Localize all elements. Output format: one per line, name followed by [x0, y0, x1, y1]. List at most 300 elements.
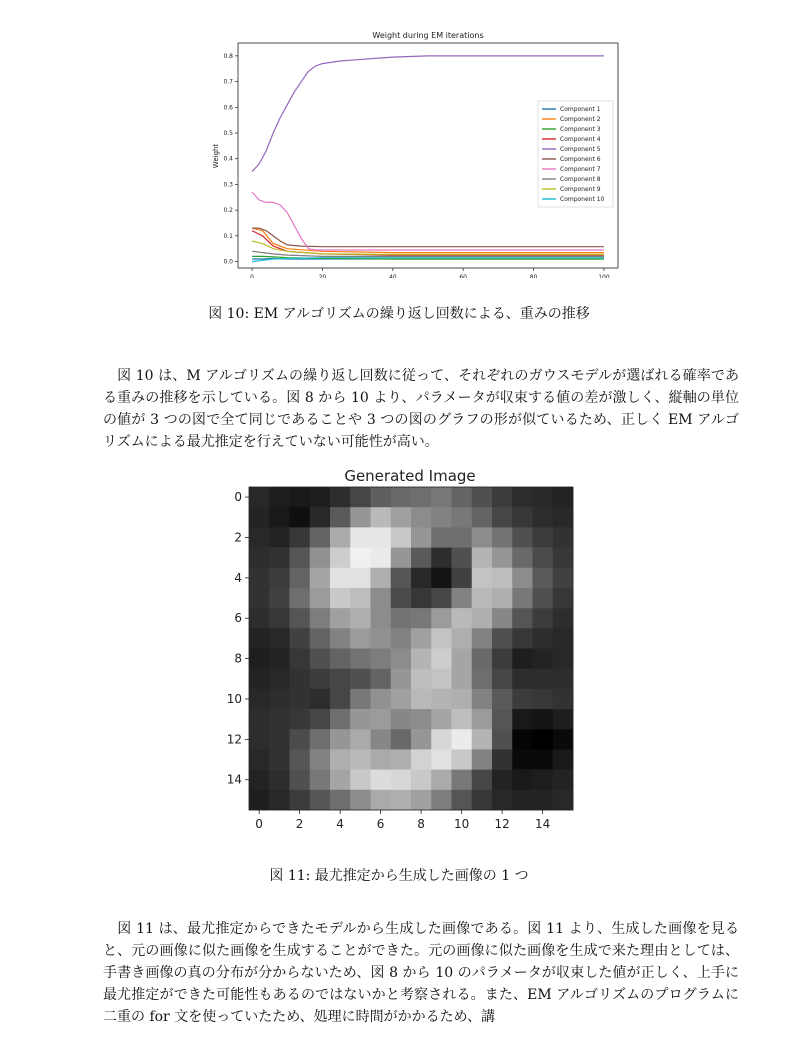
- heatmap-cell: [269, 487, 290, 507]
- heatmap-cell: [269, 709, 290, 729]
- heatmap-cell: [512, 669, 533, 689]
- heatmap-cell: [249, 507, 270, 527]
- heatmap-cell: [371, 790, 392, 810]
- figure-11: [222, 462, 582, 842]
- figure-10: [208, 28, 628, 278]
- heatmap-cell: [310, 649, 331, 669]
- heatmap-cell: [249, 628, 270, 648]
- y-tick-label: 14: [226, 772, 242, 787]
- heatmap-cell: [512, 588, 533, 608]
- heatmap-cell: [391, 669, 412, 689]
- heatmap-cell: [452, 507, 473, 527]
- series-line: [252, 228, 604, 253]
- heatmap-cell: [472, 729, 493, 749]
- heatmap-cell: [371, 709, 392, 729]
- heatmap-cell: [533, 487, 554, 507]
- heatmap-cell: [290, 669, 311, 689]
- heatmap-cell: [492, 749, 513, 769]
- heatmap-cell: [310, 487, 331, 507]
- heatmap-cell: [553, 689, 574, 709]
- legend-label: Component 2: [560, 116, 601, 123]
- heatmap-cell: [452, 649, 473, 669]
- heatmap-cell: [431, 507, 452, 527]
- heatmap-cell: [472, 588, 493, 608]
- heatmap-cell: [411, 507, 432, 527]
- heatmap-cell: [310, 527, 331, 547]
- heatmap-cell: [249, 709, 270, 729]
- legend-label: Component 7: [560, 166, 601, 173]
- heatmap-cell: [492, 649, 513, 669]
- heatmap-cell: [310, 588, 331, 608]
- heatmap-cell: [391, 527, 412, 547]
- heatmap-cell: [391, 729, 412, 749]
- heatmap-cell: [553, 628, 574, 648]
- heatmap-cell: [553, 507, 574, 527]
- heatmap-cell: [533, 709, 554, 729]
- heatmap-cell: [533, 588, 554, 608]
- heatmap-cell: [350, 588, 371, 608]
- heatmap-cell: [310, 729, 331, 749]
- heatmap-cell: [249, 729, 270, 749]
- x-tick-label: 14: [534, 817, 551, 831]
- heatmap-cell: [249, 568, 270, 588]
- y-tick-label: 4: [234, 570, 242, 585]
- heatmap-cell: [330, 709, 351, 729]
- heatmap-cell: [269, 568, 290, 588]
- heatmap-cell: [269, 749, 290, 769]
- heatmap-cell: [371, 628, 392, 648]
- heatmap-cell: [553, 588, 574, 608]
- heatmap-cell: [249, 548, 270, 568]
- heatmap-cell: [249, 749, 270, 769]
- heatmap-cell: [492, 588, 513, 608]
- heatmap-cell: [492, 608, 513, 628]
- heatmap-cell: [512, 790, 533, 810]
- heatmap-cell: [350, 770, 371, 790]
- y-tick-label: 2: [234, 530, 242, 545]
- heatmap-cell: [310, 770, 331, 790]
- x-tick-label: 60: [459, 274, 468, 278]
- heatmap-cell: [431, 689, 452, 709]
- heatmap-cell: [391, 649, 412, 669]
- heatmap-cell: [290, 749, 311, 769]
- heatmap-cell: [472, 790, 493, 810]
- heatmap-cell: [452, 790, 473, 810]
- heatmap-cell: [431, 749, 452, 769]
- legend: [538, 101, 613, 207]
- heatmap-cell: [553, 770, 574, 790]
- y-tick-label: 0.6: [223, 104, 233, 112]
- heatmap-cell: [391, 588, 412, 608]
- heatmap-cell: [512, 487, 533, 507]
- heatmap-cell: [472, 649, 493, 669]
- heatmap-cell: [391, 689, 412, 709]
- heatmap-cell: [553, 568, 574, 588]
- heatmap-cells: [249, 487, 573, 810]
- heatmap-cell: [269, 669, 290, 689]
- heatmap-cell: [452, 729, 473, 749]
- heatmap-cell: [290, 770, 311, 790]
- heatmap-cell: [533, 790, 554, 810]
- heatmap-cell: [512, 709, 533, 729]
- heatmap-cell: [472, 487, 493, 507]
- heatmap-cell: [330, 608, 351, 628]
- heatmap-cell: [371, 729, 392, 749]
- heatmap-cell: [310, 608, 331, 628]
- heatmap-cell: [452, 527, 473, 547]
- heatmap-cell: [452, 568, 473, 588]
- heatmap-cell: [411, 628, 432, 648]
- heatmap-cell: [472, 548, 493, 568]
- heatmap-cell: [452, 548, 473, 568]
- heatmap-cell: [411, 689, 432, 709]
- heatmap-cell: [310, 689, 331, 709]
- heatmap-cell: [350, 729, 371, 749]
- heatmap-cell: [472, 568, 493, 588]
- heatmap-cell: [492, 527, 513, 547]
- legend-label: Component 3: [560, 126, 601, 133]
- heatmap-cell: [310, 507, 331, 527]
- y-tick-label: 8: [234, 651, 242, 666]
- heatmap-cell: [452, 588, 473, 608]
- heatmap-cell: [249, 487, 270, 507]
- series-line: [252, 258, 604, 262]
- heatmap-cell: [310, 568, 331, 588]
- y-tick-label: 0.0: [223, 258, 233, 266]
- y-tick-label: 0.4: [223, 155, 233, 163]
- heatmap-cell: [431, 729, 452, 749]
- heatmap-cell: [330, 548, 351, 568]
- heatmap-cell: [411, 669, 432, 689]
- heatmap-cell: [472, 770, 493, 790]
- heatmap-cell: [411, 568, 432, 588]
- heatmap-cell: [290, 628, 311, 648]
- heatmap-cell: [330, 649, 351, 669]
- x-tick-label: 40: [388, 274, 397, 278]
- heatmap-cell: [512, 749, 533, 769]
- heatmap-cell: [553, 729, 574, 749]
- heatmap-cell: [269, 527, 290, 547]
- heatmap-cell: [553, 487, 574, 507]
- heatmap-cell: [512, 649, 533, 669]
- legend-label: Component 4: [560, 136, 601, 143]
- heatmap-cell: [269, 649, 290, 669]
- heatmap-cell: [350, 649, 371, 669]
- heatmap-cell: [411, 527, 432, 547]
- heatmap-cell: [492, 790, 513, 810]
- heatmap-cell: [371, 669, 392, 689]
- heatmap-cell: [411, 588, 432, 608]
- y-tick-label: 0.7: [223, 78, 233, 86]
- heatmap-cell: [290, 649, 311, 669]
- heatmap-cell: [512, 729, 533, 749]
- heatmap-cell: [411, 770, 432, 790]
- heatmap-cell: [290, 527, 311, 547]
- heatmap-cell: [350, 608, 371, 628]
- heatmap-cell: [472, 749, 493, 769]
- heatmap-cell: [431, 548, 452, 568]
- heatmap-cell: [452, 749, 473, 769]
- heatmap-cell: [350, 749, 371, 769]
- heatmap-cell: [533, 628, 554, 648]
- heatmap-cell: [371, 487, 392, 507]
- x-tick-label: 4: [336, 817, 344, 831]
- x-tick-label: 0: [255, 817, 263, 831]
- heatmap-cell: [249, 608, 270, 628]
- heatmap-cell: [290, 790, 311, 810]
- heatmap-cell: [452, 628, 473, 648]
- heatmap-cell: [249, 689, 270, 709]
- heatmap-cell: [452, 689, 473, 709]
- heatmap-cell: [411, 487, 432, 507]
- heatmap-cell: [350, 709, 371, 729]
- heatmap-cell: [512, 548, 533, 568]
- heatmap-cell: [269, 507, 290, 527]
- paragraph-text: 図 11 は、最尤推定からできたモデルから生成した画像である。図 11 より、生成した画像を見ると、元の画像に似た画像を生成することができた。元の画像に似た画像を生成で来た理由としては、手書き画像の真の分布が分からないため、図 8 から 10 のパラメータが収束した値が正しく、上手に最尤推定ができた可能性もあるのではないかと考察される。また、EM アルゴリズムのプログラムに二重の for 文を使っていたため、処理に時間がかかるため、講: [103, 921, 739, 1025]
- heatmap-cell: [452, 487, 473, 507]
- heatmap-cell: [472, 527, 493, 547]
- heatmap-cell: [290, 729, 311, 749]
- x-tick-label: 6: [376, 817, 385, 831]
- heatmap-cell: [330, 770, 351, 790]
- heatmap-cell: [431, 527, 452, 547]
- heatmap-cell: [533, 507, 554, 527]
- heatmap-cell: [472, 507, 493, 527]
- heatmap-cell: [350, 507, 371, 527]
- heatmap-cell: [350, 790, 371, 810]
- heatmap-cell: [472, 628, 493, 648]
- heatmap-cell: [269, 628, 290, 648]
- y-tick-label: 0.2: [223, 207, 233, 215]
- heatmap-cell: [492, 487, 513, 507]
- heatmap-cell: [512, 689, 533, 709]
- y-tick-label: 0.1: [223, 232, 233, 240]
- heatmap-cell: [330, 527, 351, 547]
- heatmap-cell: [310, 790, 331, 810]
- paragraph-2: [103, 918, 739, 1028]
- heatmap-cell: [411, 790, 432, 810]
- heatmap-cell: [391, 487, 412, 507]
- heatmap-cell: [472, 689, 493, 709]
- heatmap-cell: [431, 709, 452, 729]
- heatmap-cell: [330, 689, 351, 709]
- heatmap-cell: [290, 507, 311, 527]
- heatmap-cell: [391, 790, 412, 810]
- heatmap-cell: [371, 527, 392, 547]
- heatmap-cell: [249, 770, 270, 790]
- heatmap-cell: [350, 628, 371, 648]
- heatmap-cell: [290, 608, 311, 628]
- heatmap-cell: [492, 628, 513, 648]
- heatmap-cell: [553, 608, 574, 628]
- heatmap-cell: [269, 770, 290, 790]
- heatmap-cell: [350, 487, 371, 507]
- heatmap-cell: [533, 649, 554, 669]
- heatmap-cell: [350, 689, 371, 709]
- heatmap-cell: [411, 608, 432, 628]
- legend-label: Component 5: [560, 146, 601, 153]
- heatmap-cell: [269, 790, 290, 810]
- heatmap-cell: [512, 507, 533, 527]
- heatmap-cell: [533, 548, 554, 568]
- paragraph-1: [103, 365, 739, 453]
- heatmap-cell: [533, 527, 554, 547]
- heatmap-cell: [290, 487, 311, 507]
- heatmap-cell: [290, 689, 311, 709]
- heatmap-cell: [431, 770, 452, 790]
- heatmap-cell: [472, 709, 493, 729]
- legend-label: Component 9: [560, 186, 601, 193]
- chart-title: Weight during EM iterations: [372, 31, 484, 40]
- heatmap-cell: [330, 487, 351, 507]
- heatmap-cell: [391, 749, 412, 769]
- y-tick-label: 0: [234, 490, 242, 505]
- heatmap-cell: [310, 749, 331, 769]
- heatmap-cell: [391, 709, 412, 729]
- chart-title: Generated Image: [344, 467, 476, 485]
- heatmap-cell: [553, 649, 574, 669]
- heatmap-cell: [269, 689, 290, 709]
- heatmap-cell: [310, 548, 331, 568]
- heatmap-cell: [411, 649, 432, 669]
- heatmap-cell: [371, 649, 392, 669]
- heatmap-cell: [330, 507, 351, 527]
- heatmap-cell: [411, 749, 432, 769]
- legend-label: Component 8: [560, 176, 601, 183]
- heatmap-cell: [371, 689, 392, 709]
- y-tick-label: 12: [226, 732, 242, 747]
- heatmap-cell: [492, 548, 513, 568]
- heatmap-cell: [391, 770, 412, 790]
- heatmap-cell: [492, 689, 513, 709]
- heatmap-cell: [391, 507, 412, 527]
- y-axis-label: Weight: [212, 143, 220, 169]
- heatmap-cell: [371, 608, 392, 628]
- heatmap-cell: [371, 749, 392, 769]
- heatmap-cell: [431, 669, 452, 689]
- heatmap-cell: [269, 548, 290, 568]
- heatmap-cell: [391, 628, 412, 648]
- x-tick-label: 10: [453, 817, 470, 831]
- heatmap-cell: [269, 608, 290, 628]
- heatmap-cell: [533, 568, 554, 588]
- heatmap-cell: [330, 628, 351, 648]
- heatmap-cell: [492, 709, 513, 729]
- figure-10-caption: 図 10: EM アルゴリズムの繰り返し回数による、重みの推移: [208, 306, 590, 322]
- heatmap-cell: [371, 588, 392, 608]
- heatmap-cell: [431, 608, 452, 628]
- heatmap-cell: [330, 790, 351, 810]
- heatmap-cell: [553, 709, 574, 729]
- heatmap-cell: [391, 548, 412, 568]
- heatmap-cell: [431, 628, 452, 648]
- heatmap-cell: [492, 770, 513, 790]
- heatmap-cell: [472, 608, 493, 628]
- heatmap-cell: [249, 649, 270, 669]
- heatmap-cell: [512, 608, 533, 628]
- heatmap-chart: [222, 462, 582, 842]
- heatmap-cell: [391, 608, 412, 628]
- x-tick-label: 100: [598, 274, 610, 278]
- heatmap-cell: [512, 527, 533, 547]
- y-tick-label: 0.5: [223, 130, 233, 137]
- heatmap-cell: [452, 770, 473, 790]
- heatmap-cell: [452, 608, 473, 628]
- heatmap-cell: [553, 790, 574, 810]
- heatmap-cell: [249, 527, 270, 547]
- heatmap-cell: [492, 729, 513, 749]
- x-tick-label: 0: [250, 274, 254, 278]
- heatmap-cell: [533, 729, 554, 749]
- y-tick-label: 0.3: [223, 181, 233, 189]
- heatmap-cell: [472, 669, 493, 689]
- heatmap-cell: [249, 790, 270, 810]
- heatmap-cell: [290, 709, 311, 729]
- heatmap-cell: [330, 568, 351, 588]
- heatmap-cell: [269, 588, 290, 608]
- heatmap-cell: [492, 669, 513, 689]
- y-tick-label: 6: [234, 611, 242, 626]
- heatmap-cell: [249, 669, 270, 689]
- legend-label: Component 1: [560, 106, 601, 113]
- paragraph-text: 図 10 は、M アルゴリズムの繰り返し回数に従って、それぞれのガウスモデルが選ばれる確率である重みの推移を示している。図 8 から 10 より、パラメータが収束する値の差が激しく、縦軸の単位の値が 3 つの図で全て同じであることや 3 つの図のグラフの形が似ているため、正しく EM アルゴリズムによる最尤推定を行えていない可能性が高い。: [103, 368, 739, 450]
- heatmap-cell: [431, 568, 452, 588]
- heatmap-cell: [411, 729, 432, 749]
- heatmap-cell: [249, 588, 270, 608]
- heatmap-cell: [310, 628, 331, 648]
- heatmap-cell: [350, 548, 371, 568]
- x-tick-label: 8: [417, 817, 425, 831]
- heatmap-cell: [371, 770, 392, 790]
- y-tick-label: 10: [226, 691, 242, 706]
- heatmap-cell: [431, 790, 452, 810]
- legend-label: Component 6: [560, 156, 601, 163]
- heatmap-cell: [512, 568, 533, 588]
- heatmap-cell: [452, 709, 473, 729]
- heatmap-cell: [310, 709, 331, 729]
- heatmap-cell: [371, 568, 392, 588]
- heatmap-cell: [411, 548, 432, 568]
- heatmap-cell: [431, 588, 452, 608]
- heatmap-cell: [290, 548, 311, 568]
- heatmap-cell: [290, 588, 311, 608]
- x-tick-label: 2: [295, 817, 304, 831]
- heatmap-cell: [371, 548, 392, 568]
- figure-11-caption: 図 11: 最尤推定から生成した画像の 1 つ: [269, 868, 529, 884]
- x-tick-label: 20: [318, 274, 327, 278]
- heatmap-cell: [492, 568, 513, 588]
- heatmap-cell: [330, 669, 351, 689]
- heatmap-cell: [553, 669, 574, 689]
- heatmap-cell: [330, 749, 351, 769]
- heatmap-cell: [350, 568, 371, 588]
- heatmap-cell: [553, 548, 574, 568]
- heatmap-cell: [533, 749, 554, 769]
- heatmap-cell: [310, 669, 331, 689]
- heatmap-cell: [411, 709, 432, 729]
- heatmap-cell: [371, 507, 392, 527]
- legend-label: Component 10: [560, 196, 605, 203]
- x-tick-label: 80: [529, 274, 538, 278]
- heatmap-cell: [269, 729, 290, 749]
- heatmap-cell: [533, 689, 554, 709]
- heatmap-cell: [350, 527, 371, 547]
- heatmap-cell: [452, 669, 473, 689]
- heatmap-cell: [290, 568, 311, 588]
- heatmap-cell: [553, 749, 574, 769]
- x-tick-label: 12: [494, 817, 510, 831]
- heatmap-cell: [512, 628, 533, 648]
